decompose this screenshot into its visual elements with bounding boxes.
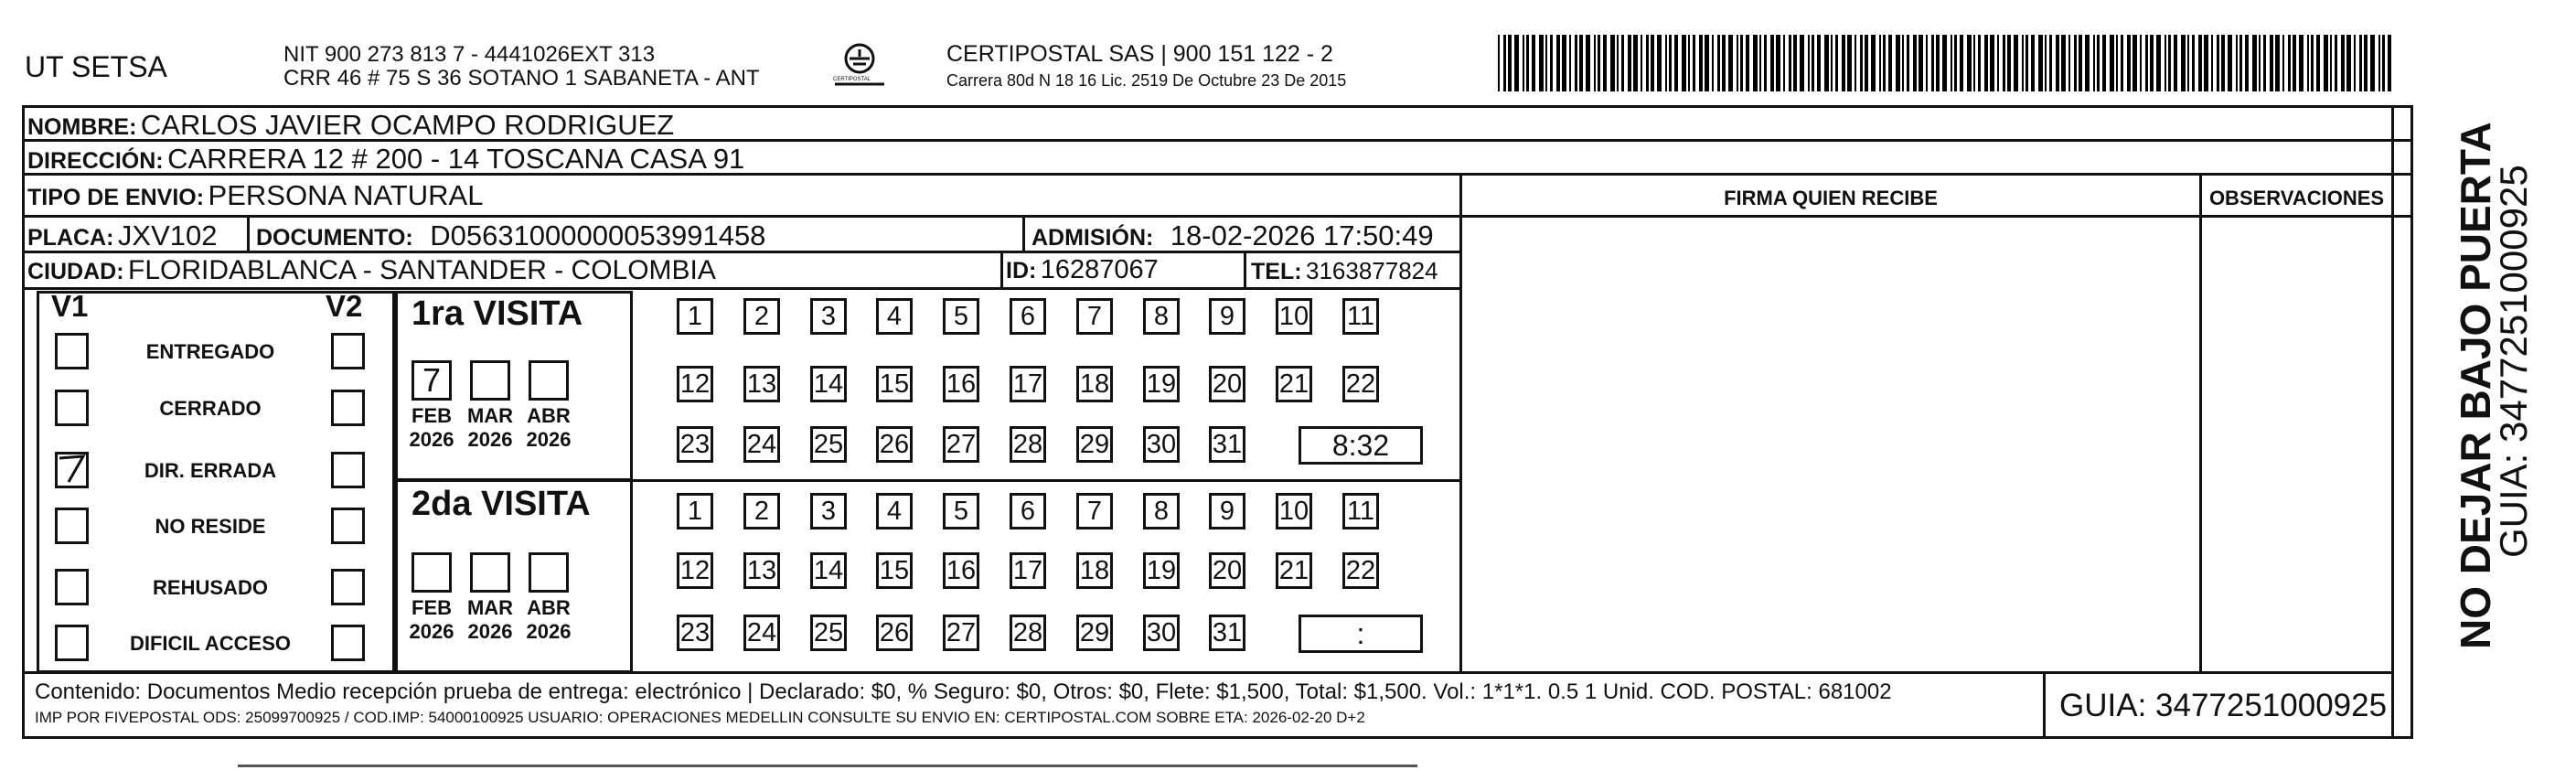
- barcode-bar: [1633, 35, 1638, 91]
- barcode-bar: [2079, 35, 2082, 91]
- barcode-bar: [1824, 35, 1829, 91]
- day-box[interactable]: 24: [743, 426, 780, 463]
- first-visit-title: 1ra VISITA: [412, 294, 583, 333]
- barcode-bar: [2031, 35, 2035, 91]
- barcode-bar: [1717, 35, 1720, 91]
- day-box[interactable]: 17: [1010, 366, 1046, 402]
- barcode-bar: [2116, 35, 2118, 91]
- barcode-bar: [1997, 35, 1999, 91]
- day-box[interactable]: 24: [743, 615, 780, 651]
- day-box[interactable]: 4: [876, 298, 913, 335]
- id-label: ID:: [1006, 258, 1037, 283]
- barcode-bar: [1539, 35, 1544, 91]
- barcode-bar: [1936, 35, 1940, 91]
- year-label: 2026: [526, 428, 572, 451]
- day-box[interactable]: 29: [1076, 615, 1113, 651]
- month-checkbox[interactable]: [470, 360, 510, 401]
- v1-checkbox[interactable]: [55, 452, 89, 488]
- barcode-bar: [2003, 35, 2005, 91]
- day-box[interactable]: 20: [1209, 366, 1245, 402]
- barcode-bar: [1842, 35, 1845, 91]
- barcode-bar: [2382, 35, 2385, 91]
- day-box[interactable]: 23: [677, 615, 713, 651]
- barcode-bar: [1526, 35, 1529, 91]
- day-box[interactable]: 1: [677, 298, 713, 335]
- certipostal-line-2: Carrera 80d N 18 16 Lic. 2519 De Octubre 23 De 2015: [946, 71, 1347, 90]
- barcode-bar: [1879, 35, 1881, 91]
- day-box[interactable]: 18: [1076, 366, 1113, 402]
- barcode-bar: [1598, 35, 1600, 91]
- certipostal-logo: [828, 40, 892, 95]
- barcode-bar: [1651, 35, 1654, 91]
- day-box[interactable]: 14: [810, 366, 847, 402]
- placa-value: JXV102: [117, 219, 218, 251]
- day-box[interactable]: 16: [943, 552, 979, 589]
- barcode-bar: [2049, 35, 2052, 91]
- day-box[interactable]: 15: [876, 552, 913, 589]
- barcode-bar: [1951, 35, 1952, 91]
- barcode-bar: [2341, 35, 2345, 91]
- logo-text: CERTIPOSTAL: [833, 77, 871, 82]
- day-box[interactable]: 12: [677, 366, 713, 402]
- side-warning: NO DEJAR BAJO PUERTA: [2452, 122, 2499, 649]
- day-box[interactable]: 31: [1209, 615, 1245, 651]
- barcode-bar: [2236, 35, 2238, 91]
- barcode-bar: [1688, 35, 1690, 91]
- barcode-bar: [2239, 35, 2242, 91]
- barcode-bar: [1990, 35, 1994, 91]
- barcode-bar: [2288, 35, 2291, 91]
- barcode-bar: [1722, 35, 1726, 91]
- month-checkbox[interactable]: [529, 552, 569, 593]
- barcode-bar: [1712, 35, 1714, 91]
- barcode-bar: [2217, 35, 2219, 91]
- day-box[interactable]: 5: [943, 298, 979, 335]
- barcode: [1498, 35, 2394, 96]
- barcode-bar: [2316, 35, 2320, 91]
- barcode-bar: [2181, 35, 2186, 91]
- certipostal-line-1: CERTIPOSTAL SAS | 900 151 122 - 2: [946, 41, 1333, 67]
- day-box[interactable]: 18: [1076, 552, 1113, 589]
- v1-checkbox[interactable]: [55, 333, 89, 369]
- nit-line-2: CRR 46 # 75 S 36 SOTANO 1 SABANETA - ANT: [283, 66, 760, 91]
- reason-label: REHUSADO: [153, 576, 268, 599]
- year-label: 2026: [526, 620, 572, 643]
- barcode-bar: [2299, 35, 2303, 91]
- barcode-bar: [2293, 35, 2296, 91]
- barcode-bar: [1508, 35, 1512, 91]
- barcode-bar: [1699, 35, 1703, 91]
- v2-checkbox[interactable]: [331, 452, 365, 488]
- barcode-bar: [2168, 35, 2171, 91]
- check-mark-icon: [56, 451, 87, 484]
- ciudad-label: CIUDAD:: [27, 259, 124, 284]
- day-box[interactable]: 22: [1342, 552, 1379, 589]
- barcode-bar: [1665, 35, 1667, 91]
- barcode-bar: [2085, 35, 2090, 91]
- barcode-bar: [1669, 35, 1672, 91]
- barcode-bar: [1978, 35, 1981, 91]
- day-box[interactable]: 26: [876, 615, 913, 651]
- barcode-bar: [2311, 35, 2314, 91]
- barcode-bar: [1865, 35, 1868, 91]
- tel-cell: [1251, 257, 1438, 285]
- barcode-bar: [1984, 35, 1988, 91]
- barcode-bar: [2097, 35, 2100, 91]
- admision-value: 18-02-2026 17:50:49: [1170, 219, 1434, 251]
- barcode-bar: [2204, 35, 2208, 91]
- ciudad-cell: [27, 255, 716, 286]
- barcode-bar: [2335, 35, 2337, 91]
- barcode-bar: [2022, 35, 2024, 91]
- barcode-bar: [2056, 35, 2059, 91]
- v2-checkbox[interactable]: [331, 390, 365, 426]
- barcode-bar: [2187, 35, 2189, 91]
- tel-value: 3163877824: [1306, 257, 1438, 284]
- observaciones-header: OBSERVACIONES: [2208, 187, 2385, 209]
- barcode-bar: [2132, 35, 2137, 91]
- barcode-bar: [1586, 35, 1590, 91]
- barcode-bar: [1728, 35, 1733, 91]
- tipo-row: [27, 179, 483, 212]
- barcode-bar: [1926, 35, 1928, 91]
- barcode-bar: [1657, 35, 1662, 91]
- v1-checkbox[interactable]: [55, 508, 89, 544]
- barcode-bar: [1737, 35, 1738, 91]
- barcode-bar: [1907, 35, 1909, 91]
- barcode-bar: [2275, 35, 2280, 91]
- barcode-bar: [1498, 35, 1500, 91]
- barcode-bar: [1960, 35, 1963, 91]
- barcode-bar: [2330, 35, 2332, 91]
- barcode-bar: [2228, 35, 2232, 91]
- time-box[interactable]: 8:32: [1299, 426, 1423, 465]
- footer-print-info: IMP POR FIVEPOSTAL ODS: 25099700925 / COD.IMP: 54000100925 USUARIO: OPERACIONES MEDELLIN CONSULTE SU ENVIO EN: CERTIPOSTAL.COM SOBRE ETA: 2026-02-20 D+2: [35, 709, 1365, 726]
- barcode-bar: [1793, 35, 1797, 91]
- admision-cell: [1031, 219, 1434, 252]
- barcode-bar: [2150, 35, 2154, 91]
- v1-label: V1: [51, 289, 89, 323]
- barcode-bar: [1764, 35, 1767, 91]
- day-box[interactable]: 23: [677, 426, 713, 463]
- ciudad-value: FLORIDABLANCA - SANTANDER - COLOMBIA: [128, 255, 716, 285]
- documento-value: D05631000000053991458: [430, 219, 766, 251]
- day-box[interactable]: 2: [743, 493, 780, 529]
- barcode-bar: [2259, 35, 2261, 91]
- barcode-bar: [2127, 35, 2131, 91]
- nombre-value: CARLOS JAVIER OCAMPO RODRIGUEZ: [140, 109, 675, 141]
- nombre-row: [27, 109, 674, 142]
- barcode-bar: [2364, 35, 2368, 91]
- year-label: 2026: [467, 620, 513, 643]
- barcode-bar: [2359, 35, 2362, 91]
- direccion-value: CARRERA 12 # 200 - 14 TOSCANA CASA 91: [167, 143, 745, 175]
- day-box[interactable]: 1: [677, 493, 713, 529]
- barcode-bar: [1817, 35, 1821, 91]
- barcode-bar: [1902, 35, 1904, 91]
- side-guia: GUIA: 3477251000925: [2492, 165, 2535, 558]
- reason-label: ENTREGADO: [145, 340, 275, 363]
- barcode-bar: [1789, 35, 1791, 91]
- day-box[interactable]: 17: [1010, 552, 1046, 589]
- day-box[interactable]: 19: [1143, 552, 1180, 589]
- day-box[interactable]: 21: [1276, 552, 1312, 589]
- v1-checkbox[interactable]: [55, 390, 89, 426]
- barcode-bar: [2252, 35, 2257, 91]
- barcode-bar: [2164, 35, 2166, 91]
- barcode-bar: [1919, 35, 1923, 91]
- barcode-bar: [2038, 35, 2043, 91]
- barcode-bar: [1569, 35, 1571, 91]
- id-cell: [1006, 255, 1159, 285]
- v1-checkbox[interactable]: [55, 625, 89, 661]
- reason-label: DIFICIL ACCESO: [129, 632, 291, 655]
- reason-label: NO RESIDE: [155, 515, 266, 538]
- month-checkbox[interactable]: [529, 360, 569, 401]
- footer-guia: GUIA: 3477251000925: [2059, 688, 2388, 723]
- barcode-bar: [1888, 35, 1892, 91]
- month-label: FEB: [412, 596, 452, 619]
- barcode-bar: [1562, 35, 1566, 91]
- day-box[interactable]: 5: [943, 493, 979, 529]
- barcode-bar: [1693, 35, 1695, 91]
- day-box[interactable]: 13: [743, 552, 780, 589]
- barcode-bar: [2198, 35, 2202, 91]
- reason-label: CERRADO: [159, 397, 262, 420]
- day-box[interactable]: 10: [1276, 298, 1312, 335]
- footer-content: Contenido: Documentos Medio recepción prueba de entrega: electrónico | Declarado: $0, % Seguro: $0, Otros: $0, Flete: $1,500, Total: $1,500. Vol.: 1*1*1. 0.5 1 Unid. COD. POSTAL: 681002: [35, 679, 1892, 704]
- month-label: MAR: [466, 596, 514, 619]
- day-box[interactable]: 21: [1276, 366, 1312, 402]
- barcode-bar: [1617, 35, 1619, 91]
- barcode-bar: [1967, 35, 1972, 91]
- month-label: MAR: [466, 404, 514, 427]
- barcode-bar: [2074, 35, 2077, 91]
- month-label: ABR: [527, 404, 571, 427]
- barcode-bar: [2140, 35, 2142, 91]
- reason-label: DIR. ERRADA: [144, 459, 277, 482]
- day-box[interactable]: 20: [1209, 552, 1245, 589]
- nit-line-1: NIT 900 273 813 7 - 4441026EXT 313: [283, 42, 656, 67]
- barcode-bar: [2354, 35, 2356, 91]
- v1-checkbox[interactable]: [55, 569, 89, 605]
- barcode-bar: [1896, 35, 1900, 91]
- barcode-bar: [1883, 35, 1886, 91]
- barcode-bar: [2014, 35, 2018, 91]
- barcode-bar: [1594, 35, 1596, 91]
- barcode-bar: [2370, 35, 2375, 91]
- barcode-bar: [1753, 35, 1758, 91]
- day-box[interactable]: 30: [1143, 615, 1180, 651]
- barcode-bar: [1621, 35, 1624, 91]
- tel-label: TEL:: [1251, 259, 1302, 284]
- direccion-label: DIRECCIÓN:: [27, 148, 164, 174]
- day-box[interactable]: 7: [1076, 298, 1113, 335]
- barcode-bar: [2221, 35, 2225, 91]
- barcode-bar: [2145, 35, 2148, 91]
- barcode-bar: [1812, 35, 1814, 91]
- day-box[interactable]: 13: [743, 366, 780, 402]
- direccion-row: [27, 143, 744, 176]
- day-box[interactable]: 3: [810, 298, 847, 335]
- barcode-bar: [1783, 35, 1785, 91]
- barcode-bar: [2270, 35, 2273, 91]
- barcode-bar: [2346, 35, 2351, 91]
- barcode-bar: [1545, 35, 1547, 91]
- barcode-bar: [2061, 35, 2066, 91]
- second-visit-title: 2da VISITA: [412, 485, 591, 523]
- v2-checkbox[interactable]: [331, 333, 365, 369]
- barcode-bar: [2102, 35, 2106, 91]
- year-label: 2026: [467, 428, 513, 451]
- v2-checkbox[interactable]: [331, 625, 365, 661]
- day-box[interactable]: 12: [677, 552, 713, 589]
- barcode-bar: [1646, 35, 1649, 91]
- barcode-bar: [1556, 35, 1560, 91]
- barcode-bar: [2211, 35, 2213, 91]
- barcode-bar: [1770, 35, 1774, 91]
- day-box[interactable]: 2: [743, 298, 780, 335]
- barcode-bar: [1831, 35, 1833, 91]
- barcode-bar: [1514, 35, 1519, 91]
- barcode-bar: [1808, 35, 1810, 91]
- day-box[interactable]: 26: [876, 426, 913, 463]
- id-value: 16287067: [1040, 255, 1159, 284]
- barcode-bar: [1532, 35, 1535, 91]
- admision-label: ADMISIÓN:: [1031, 225, 1154, 251]
- v2-checkbox[interactable]: [331, 508, 365, 544]
- month-checkbox[interactable]: [470, 552, 510, 593]
- barcode-bar: [1610, 35, 1615, 91]
- day-box[interactable]: 22: [1342, 366, 1379, 402]
- barcode-bar: [1776, 35, 1780, 91]
- month-label: ABR: [527, 596, 571, 619]
- day-box[interactable]: 16: [943, 366, 979, 402]
- barcode-bar: [1705, 35, 1709, 91]
- barcode-bar: [2007, 35, 2011, 91]
- barcode-bar: [1931, 35, 1934, 91]
- barcode-bar: [1674, 35, 1678, 91]
- day-box[interactable]: 27: [943, 426, 979, 463]
- nombre-label: NOMBRE:: [27, 114, 137, 140]
- month-label: FEB: [412, 404, 452, 427]
- barcode-bar: [1973, 35, 1975, 91]
- barcode-bar: [2282, 35, 2284, 91]
- day-box[interactable]: 8: [1143, 493, 1180, 529]
- day-box[interactable]: 9: [1209, 493, 1245, 529]
- month-checkbox[interactable]: [412, 552, 452, 593]
- company-name: UT SETSA: [25, 50, 167, 83]
- year-label: 2026: [409, 620, 454, 643]
- barcode-bar: [1855, 35, 1856, 91]
- day-box[interactable]: 6: [1010, 493, 1046, 529]
- barcode-bar: [1954, 35, 1957, 91]
- day-box[interactable]: 9: [1209, 298, 1245, 335]
- month-checkbox[interactable]: 7: [412, 360, 452, 401]
- day-box[interactable]: 30: [1143, 426, 1180, 463]
- barcode-bar: [2263, 35, 2266, 91]
- day-box[interactable]: 11: [1342, 493, 1379, 529]
- day-box[interactable]: 8: [1143, 298, 1180, 335]
- time-box[interactable]: :: [1299, 615, 1423, 653]
- barcode-bar: [1746, 35, 1749, 91]
- barcode-bar: [2378, 35, 2380, 91]
- barcode-bar: [2045, 35, 2047, 91]
- day-box[interactable]: 11: [1342, 298, 1379, 335]
- day-box[interactable]: 31: [1209, 426, 1245, 463]
- day-box[interactable]: 28: [1010, 426, 1046, 463]
- barcode-bar: [2026, 35, 2028, 91]
- barcode-bar: [1575, 35, 1577, 91]
- barcode-bar: [1628, 35, 1631, 91]
- barcode-bar: [1860, 35, 1863, 91]
- barcode-bar: [1503, 35, 1506, 91]
- barcode-bar: [2192, 35, 2195, 91]
- barcode-bar: [1740, 35, 1743, 91]
- barcode-bar: [2068, 35, 2070, 91]
- barcode-bar: [2110, 35, 2114, 91]
- firma-header: FIRMA QUIEN RECIBE: [1724, 187, 1938, 209]
- day-box[interactable]: 29: [1076, 426, 1113, 463]
- barcode-bar: [1871, 35, 1876, 91]
- barcode-bar: [2121, 35, 2123, 91]
- barcode-bar: [1913, 35, 1917, 91]
- day-box[interactable]: 25: [810, 615, 847, 651]
- barcode-bar: [2156, 35, 2161, 91]
- placa-label: PLACA:: [27, 225, 114, 251]
- barcode-bar: [1550, 35, 1553, 91]
- day-box[interactable]: 19: [1143, 366, 1180, 402]
- documento-cell: [256, 219, 765, 252]
- barcode-bar: [1603, 35, 1607, 91]
- barcode-bar: [1800, 35, 1804, 91]
- placa-cell: [27, 219, 217, 252]
- barcode-bar: [2388, 35, 2391, 91]
- day-box[interactable]: 15: [876, 366, 913, 402]
- v2-label: V2: [326, 289, 363, 323]
- day-box[interactable]: 6: [1010, 298, 1046, 335]
- barcode-bar: [1682, 35, 1686, 91]
- barcode-bar: [1759, 35, 1761, 91]
- barcode-bar: [1579, 35, 1583, 91]
- day-box[interactable]: 7: [1076, 493, 1113, 529]
- barcode-bar: [2174, 35, 2177, 91]
- day-box[interactable]: 3: [810, 493, 847, 529]
- barcode-bar: [2093, 35, 2095, 91]
- documento-label: DOCUMENTO:: [256, 225, 413, 251]
- barcode-bar: [2307, 35, 2309, 91]
- day-box[interactable]: 10: [1276, 493, 1312, 529]
- day-box[interactable]: 28: [1010, 615, 1046, 651]
- barcode-bar: [2245, 35, 2249, 91]
- barcode-bar: [1835, 35, 1838, 91]
- barcode-bar: [1847, 35, 1852, 91]
- year-label: 2026: [409, 428, 454, 451]
- day-box[interactable]: 27: [943, 615, 979, 651]
- v2-checkbox[interactable]: [331, 569, 365, 605]
- day-box[interactable]: 25: [810, 426, 847, 463]
- day-box[interactable]: 4: [876, 493, 913, 529]
- tipo-label: TIPO DE ENVIO:: [27, 185, 205, 210]
- barcode-bar: [1641, 35, 1642, 91]
- barcode-bar: [1942, 35, 1947, 91]
- barcode-bar: [1523, 35, 1524, 91]
- tipo-value: PERSONA NATURAL: [208, 179, 484, 211]
- barcode-bar: [2324, 35, 2328, 91]
- day-box[interactable]: 14: [810, 552, 847, 589]
